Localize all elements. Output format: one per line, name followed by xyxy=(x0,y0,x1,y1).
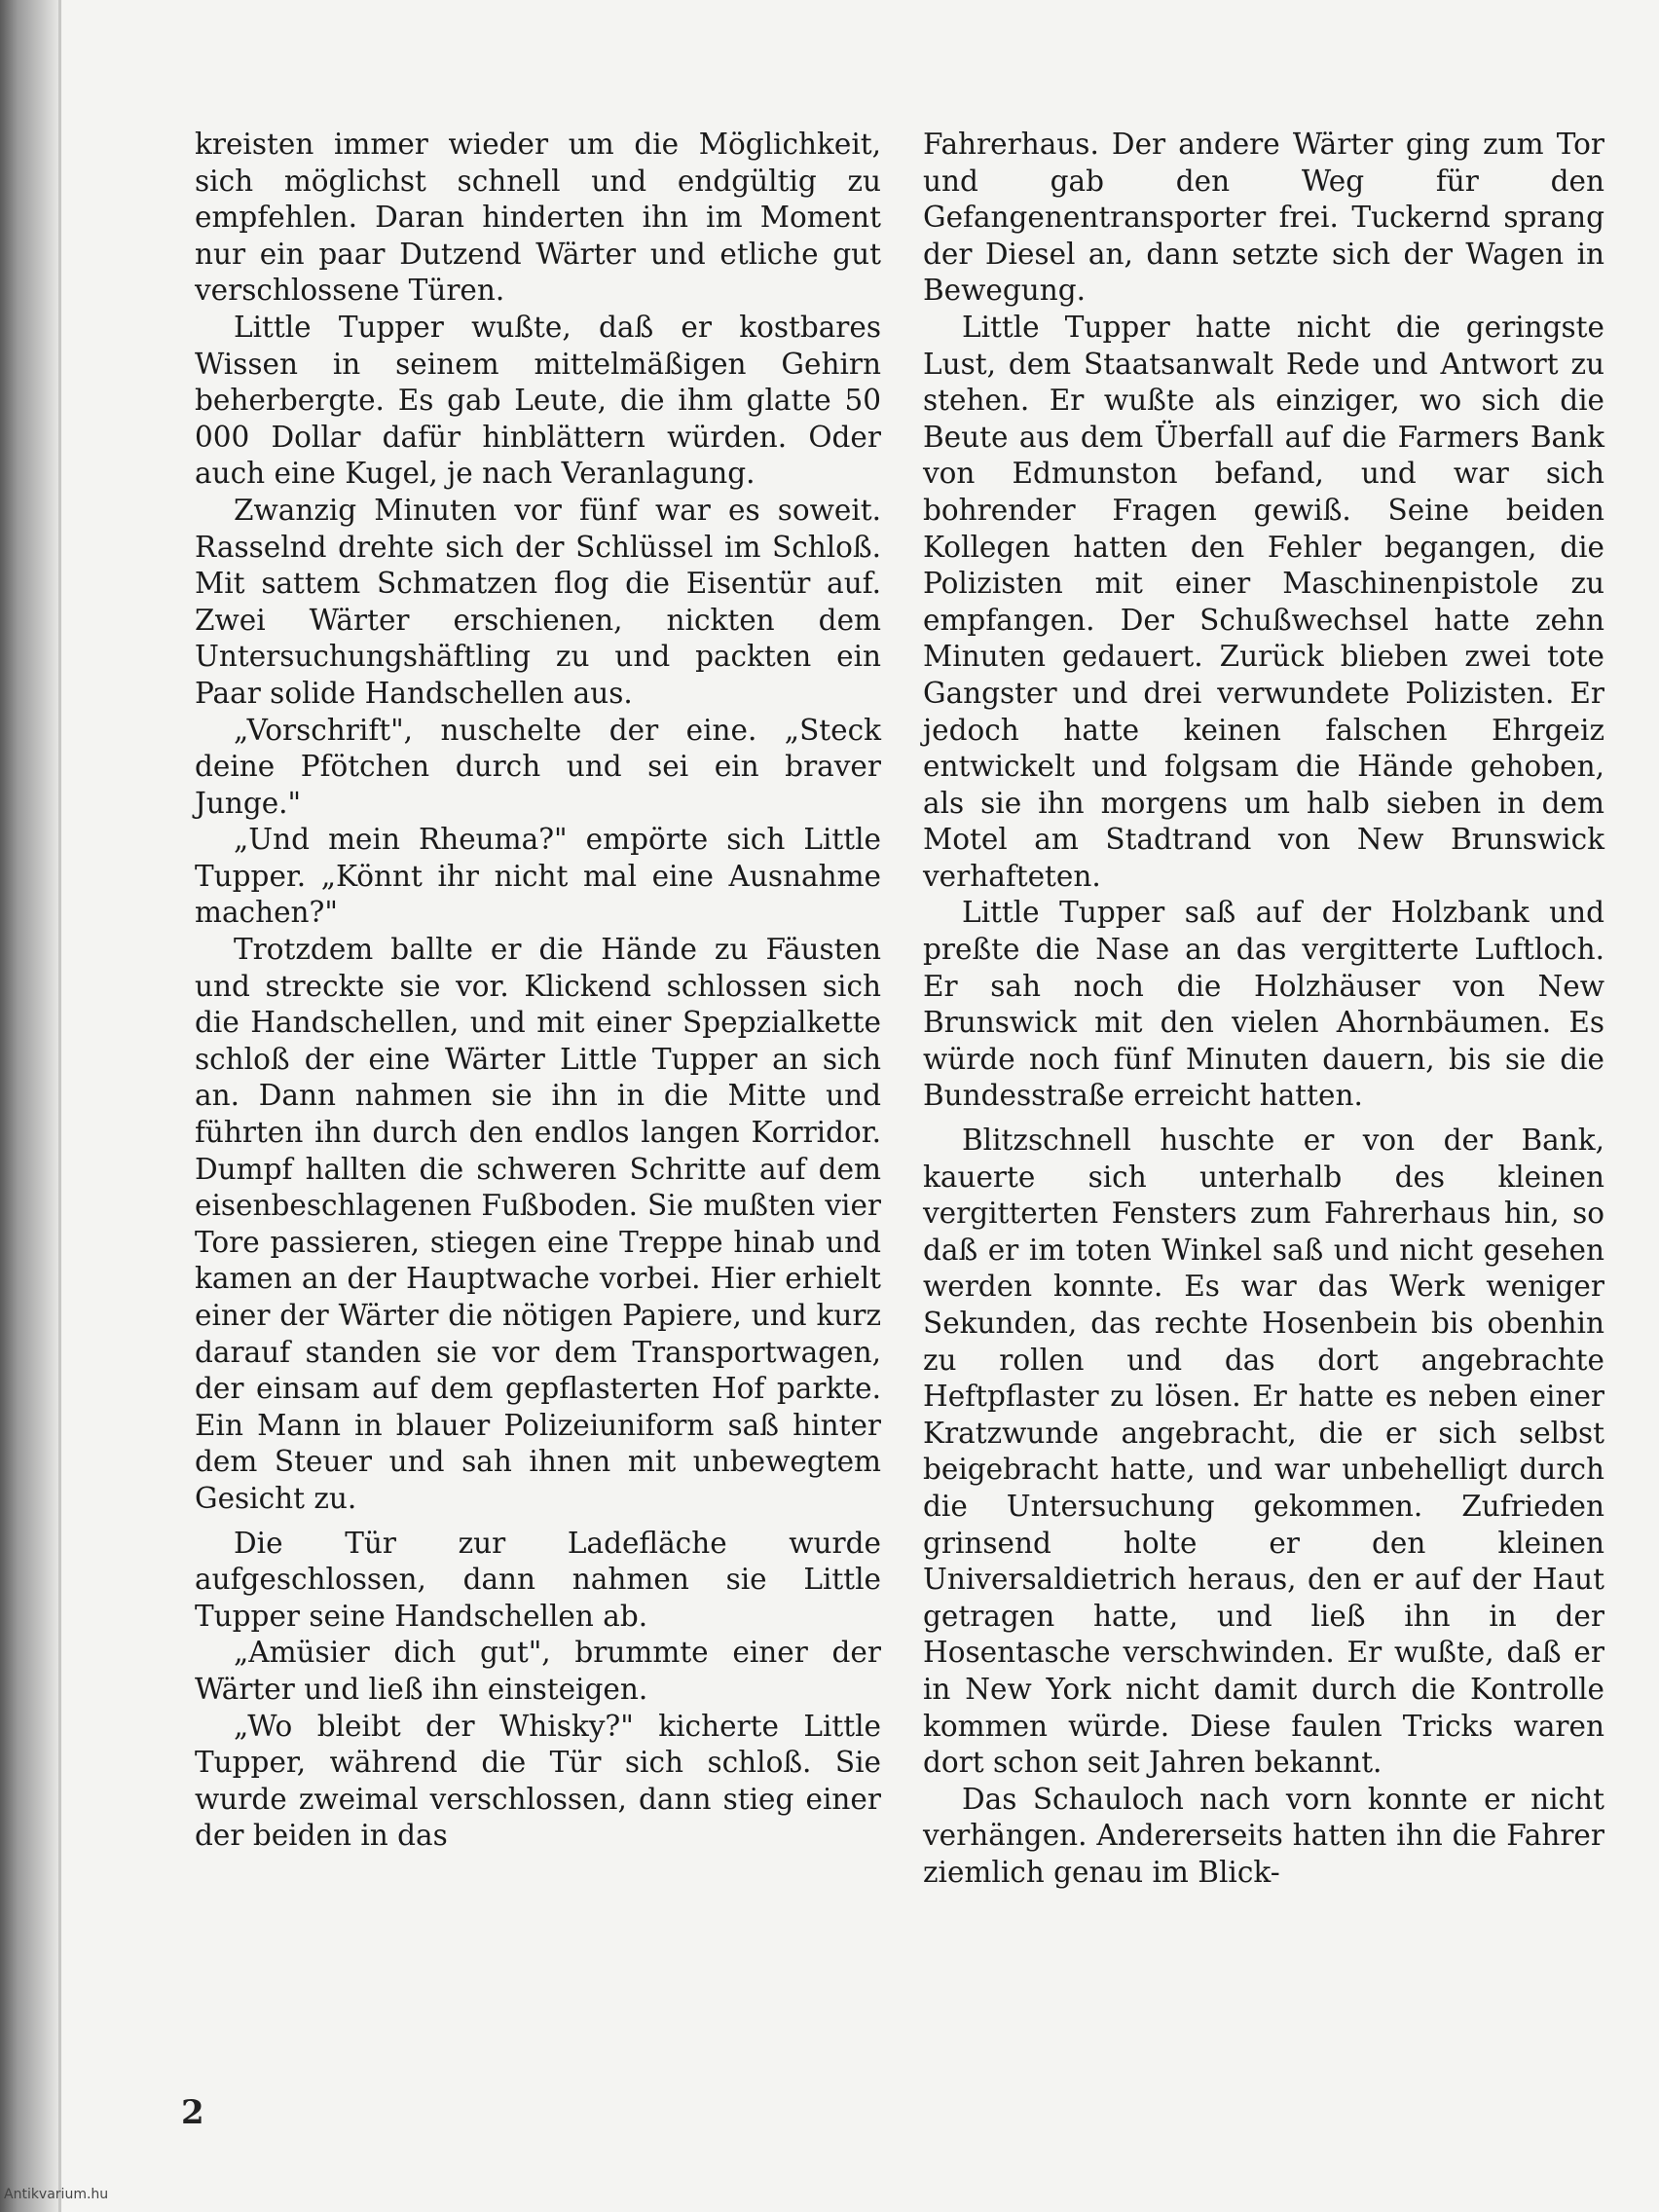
paragraph: Fahrerhaus. Der andere Wärter ging zum Tor und gab den Weg für den Gefangenentransporter frei. Tuckernd sprang der Diesel an, dann setzte sich der Wagen in Bewegung. xyxy=(923,128,1604,308)
paragraph: „Und mein Rheuma?" empörte sich Little Tupper. „Könnt ihr nicht mal eine Ausnahme machen?" xyxy=(195,823,881,930)
paragraph: Little Tupper saß auf der Holzbank und preßte die Nase an das vergitterte Luftloch. Er sah noch die Holzhäuser von New Brunswick mit den vielen Ahornbäumen. Es würde noch fünf Minuten dauern, bis sie die Bundesstraße erreicht hatten. xyxy=(923,896,1604,1113)
paragraph: Die Tür zur Ladefläche wurde aufgeschlossen, dann nahmen sie Little Tupper seine Handschellen ab. xyxy=(195,1526,881,1633)
paragraph: „Vorschrift", nuschelte der eine. „Steck deine Pfötchen durch und sei ein braver Junge." xyxy=(195,713,881,820)
paragraph: „Amüsier dich gut", brummte einer der Wärter und ließ ihn einsteigen. xyxy=(195,1636,881,1706)
paragraph: Zwanzig Minuten vor fünf war es soweit. Rasselnd drehte sich der Schlüssel im Schloß. Mit sattem Schmatzen flog die Eisentür auf. Zwei Wärter erschienen, nickten dem Untersuchungshäftling zu und packten ein Paar solide Handschellen aus. xyxy=(195,493,881,710)
paragraph: Das Schauloch nach vorn konnte er nicht verhängen. Andererseits hatten ihn die Fahrer ziemlich genau im Blick- xyxy=(923,1782,1604,1889)
paragraph: „Wo bleibt der Whisky?" kicherte Little Tupper, während die Tür sich schloß. Sie wurde zweimal verschlossen, dann stieg einer der beiden in das xyxy=(195,1709,881,1853)
right-text-column xyxy=(923,127,1604,1892)
paragraph: Little Tupper wußte, daß er kostbares Wissen in seinem mittelmäßigen Gehirn beherbergte. Es gab Leute, die ihm glatte 50 000 Dollar dafür hinblättern würden. Oder auch eine Kugel, je nach Veranlagung. xyxy=(195,310,881,491)
paragraph: Little Tupper hatte nicht die geringste Lust, dem Staatsanwalt Rede und Antwort zu stehen. Er wußte als einziger, wo sich die Beute aus dem Überfall auf die Farmers Bank von Edmunston befand, und war sich bohrender Fragen gewiß. Seine beiden Kollegen hatten den Fehler begangen, die Polizisten mit einer Maschinenpistole zu empfangen. Der Schußwechsel hatte zehn Minuten gedauert. Zurück blieben zwei tote Gangster und drei verwundete Polizisten. Er jedoch hatte keinen falschen Ehrgeiz entwickelt und folgsam die Hände gehoben, als sie ihn morgens um halb sieben in dem Motel am Stadtrand von New Brunswick verhafteten. xyxy=(923,310,1604,893)
book-gutter-shadow xyxy=(0,0,58,2212)
watermark-text: Antikvarium.hu xyxy=(4,2187,109,2202)
paragraph: kreisten immer wieder um die Möglichkeit, sich möglichst schnell und endgültig zu empfehlen. Daran hinderten ihn im Moment nur ein paar Dutzend Wärter und etliche gut verschlossene Türen. xyxy=(195,128,881,308)
paragraph: Trotzdem ballte er die Hände zu Fäusten und streckte sie vor. Klickend schlossen sich die Handschellen, und mit einer Spepzialkette schloß der eine Wärter Little Tupper an sich an. Dann nahmen sie ihn in die Mitte und führten ihn durch den endlos langen Korridor. Dumpf hallten die schweren Schritte auf dem eisenbeschlagenen Fußboden. Sie mußten vier Tore passieren, stiegen eine Treppe hinab und kamen an der Hauptwache vorbei. Hier erhielt einer der Wärter die nötigen Papiere, und kurz darauf standen sie vor dem Transportwagen, der einsam auf dem gepflasterten Hof parkte. Ein Mann in blauer Polizeiuniform saß hinter dem Steuer und sah ihnen mit unbewegtem Gesicht zu. xyxy=(195,933,881,1515)
left-text-column xyxy=(195,127,881,1855)
page-edge xyxy=(58,0,61,2212)
paragraph: Blitzschnell huschte er von der Bank, kauerte sich unterhalb des kleinen vergitterten Fensters zum Fahrerhaus hin, so daß er im toten Winkel saß und nicht gesehen werden konnte. Es war das Werk weniger Sekunden, das rechte Hosenbein bis obenhin zu rollen und das dort angebrachte Heftpflaster zu lösen. Er hatte es neben einer Kratzwunde angebracht, die er sich selbst beigebracht hatte, und war unbehelligt durch die Untersuchung gekommen. Zufrieden grinsend holte er den kleinen Universaldietrich heraus, den er auf der Haut getragen hatte, und ließ ihn in der Hosentasche verschwinden. Er wußte, daß er in New York nicht damit durch die Kontrolle kommen würde. Diese faulen Tricks waren dort schon seit Jahren bekannt. xyxy=(923,1124,1604,1780)
page-number: 2 xyxy=(181,2093,204,2132)
